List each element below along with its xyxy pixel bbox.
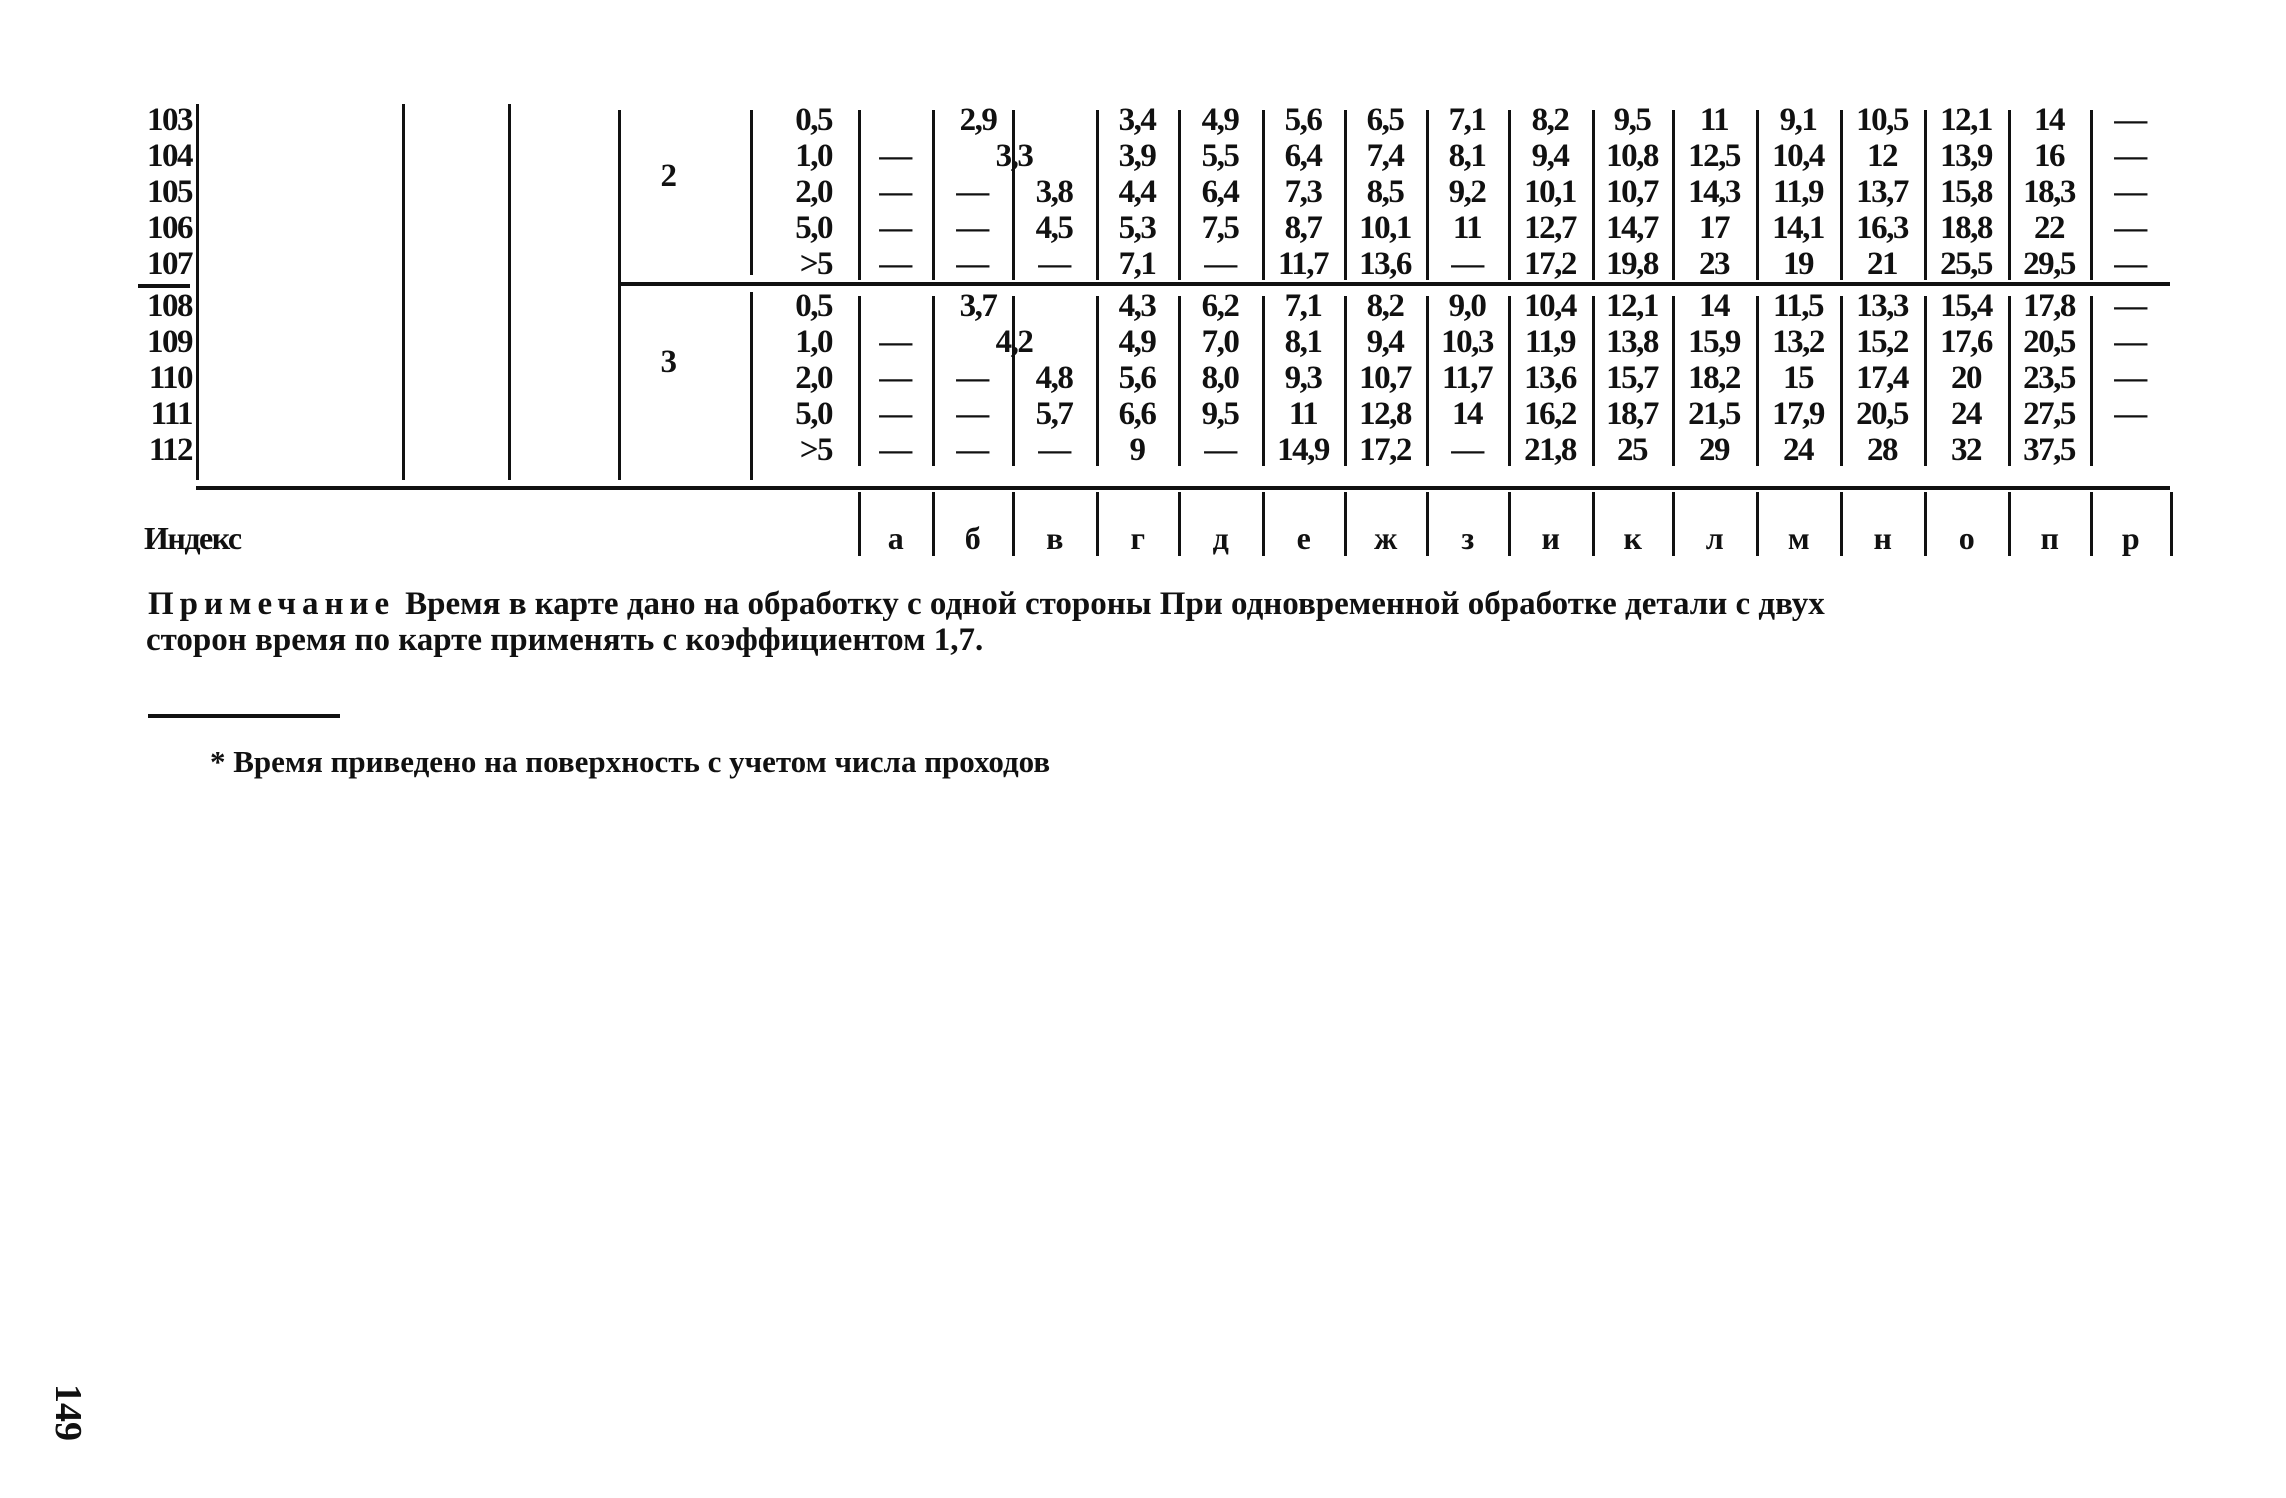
table-cell: 25	[1617, 432, 1647, 468]
table-cell: 7,3	[1284, 174, 1322, 210]
table-cell: 27,5	[2023, 396, 2075, 432]
table-cell: —	[956, 396, 988, 432]
table-cell: 13,6	[1524, 360, 1576, 396]
table-cell: 23	[1699, 246, 1729, 282]
table-cell: 10,1	[1524, 174, 1576, 210]
table-cell: —	[1451, 246, 1483, 282]
table-cell: 25,5	[1940, 246, 1992, 282]
table-cell: 24	[1783, 432, 1813, 468]
table-cell: 8,2	[1531, 102, 1569, 138]
table-cell: 4,8	[1035, 360, 1073, 396]
table-cell: 5,7	[1035, 396, 1073, 432]
row-parameter: 2,0	[795, 174, 832, 210]
table-cell: 3,7	[959, 288, 997, 324]
index-letter: б	[964, 520, 980, 556]
table-cell: —	[879, 174, 911, 210]
index-letter: м	[1787, 520, 1809, 556]
row-parameter: 5,0	[795, 210, 832, 246]
table-cell: 29	[1699, 432, 1729, 468]
index-letter: о	[1958, 520, 1974, 556]
table-cell: 23,5	[2023, 360, 2075, 396]
table-cell: 6,2	[1201, 288, 1239, 324]
page-number: 149	[47, 1384, 89, 1441]
table-cell: 12,7	[1524, 210, 1576, 246]
table-cell: —	[2114, 246, 2146, 282]
table-cell: 13,2	[1772, 324, 1824, 360]
table-cell: 14	[1452, 396, 1482, 432]
index-letter: к	[1623, 520, 1641, 556]
table-cell: 10,4	[1524, 288, 1576, 324]
table-cell: 10,8	[1606, 138, 1658, 174]
row-number: 105	[147, 174, 192, 210]
table-cell: 18,2	[1688, 360, 1740, 396]
index-letter: в	[1046, 520, 1062, 556]
table-cell: —	[2114, 288, 2146, 324]
row-number: 106	[147, 210, 192, 246]
table-cell: 10,5	[1856, 102, 1908, 138]
footnote-rule	[148, 714, 340, 718]
note-line-2: сторон время по карте применять с коэффициентом 1,7.	[146, 622, 984, 658]
row-number: 109	[147, 324, 192, 360]
row-number: 104	[147, 138, 192, 174]
index-letter: р	[2121, 520, 2139, 556]
table-cell: —	[879, 396, 911, 432]
table-cell: 11,9	[1525, 324, 1575, 360]
table-cell: —	[879, 432, 911, 468]
table-cell: 7,0	[1201, 324, 1239, 360]
table-cell: 13,3	[1856, 288, 1908, 324]
table-cell: —	[1451, 432, 1483, 468]
table-cell: —	[2114, 324, 2146, 360]
table-cell: 11,7	[1442, 360, 1492, 396]
table-cell: 16,2	[1524, 396, 1576, 432]
table-cell: 9,2	[1448, 174, 1486, 210]
table-cell: 9,3	[1284, 360, 1322, 396]
table-cell: 17,2	[1359, 432, 1411, 468]
table-cell: 4,9	[1201, 102, 1239, 138]
table-cell: 5,5	[1201, 138, 1239, 174]
table-cell: 9,0	[1448, 288, 1486, 324]
table-cell: —	[2114, 138, 2146, 174]
table-cell: 8,1	[1284, 324, 1322, 360]
table-cell: —	[956, 246, 988, 282]
table-cell: 6,6	[1118, 396, 1156, 432]
table-cell: 4,9	[1118, 324, 1156, 360]
table-cell: 19	[1783, 246, 1813, 282]
table-cell: 4,4	[1118, 174, 1156, 210]
table-cell: 7,4	[1366, 138, 1404, 174]
table-cell: 7,1	[1118, 246, 1156, 282]
table-cell: 10,7	[1606, 174, 1658, 210]
index-letter: г	[1130, 520, 1144, 556]
table-cell: 9,5	[1201, 396, 1239, 432]
table-cell: —	[879, 210, 911, 246]
note-lead: Примечание	[148, 586, 396, 622]
table-cell: 11,7	[1278, 246, 1328, 282]
row-parameter: 1,0	[795, 138, 832, 174]
table-cell: —	[2114, 210, 2146, 246]
row-parameter: >5	[799, 432, 832, 468]
table-cell: 6,4	[1201, 174, 1239, 210]
table-cell: 12,5	[1688, 138, 1740, 174]
row-parameter: 1,0	[795, 324, 832, 360]
footnote: * Время приведено на поверхность с учетом числа проходов	[210, 744, 1051, 779]
table-cell: —	[1038, 432, 1070, 468]
table-cell: 6,4	[1284, 138, 1322, 174]
table-cell: 9,5	[1613, 102, 1651, 138]
table-cell: 9,4	[1531, 138, 1569, 174]
table-cell: 22	[2034, 210, 2064, 246]
table-cell: —	[2114, 174, 2146, 210]
table-cell: 7,1	[1284, 288, 1322, 324]
table-cell: 8,0	[1201, 360, 1239, 396]
table-cell: 4,2	[995, 324, 1033, 360]
table-cell: 12	[1867, 138, 1897, 174]
table-cell: 29,5	[2023, 246, 2075, 282]
index-letter: л	[1705, 520, 1723, 556]
table-cell: 17,6	[1940, 324, 1992, 360]
table-cell: 12,1	[1606, 288, 1658, 324]
table-cell: 5,3	[1118, 210, 1156, 246]
table-cell: 9	[1129, 432, 1145, 468]
table-cell: —	[1204, 246, 1236, 282]
table-cell: 37,5	[2023, 432, 2075, 468]
table-cell: 12,1	[1940, 102, 1992, 138]
table-cell: 21	[1867, 246, 1897, 282]
table-cell: 15	[1783, 360, 1813, 396]
table-cell: 8,7	[1284, 210, 1322, 246]
table-cell: 12,8	[1359, 396, 1411, 432]
table-cell: 7,5	[1201, 210, 1239, 246]
table-cell: —	[879, 246, 911, 282]
table-cell: 17,8	[2023, 288, 2075, 324]
table-cell: 14,7	[1606, 210, 1658, 246]
table-cell: —	[2114, 360, 2146, 396]
table-cell: 13,6	[1359, 246, 1411, 282]
table-cell: 17,9	[1772, 396, 1824, 432]
table-cell: 11	[1288, 396, 1318, 432]
table-cell: 15,9	[1688, 324, 1740, 360]
row-number: 103	[147, 102, 192, 138]
table-cell: 14,9	[1277, 432, 1329, 468]
table-cell: 10,1	[1359, 210, 1411, 246]
table-cell: 32	[1951, 432, 1981, 468]
group-label: 2	[660, 158, 676, 194]
table-cell: 13,9	[1940, 138, 1992, 174]
table-cell: 8,2	[1366, 288, 1404, 324]
table-cell: 13,7	[1856, 174, 1908, 210]
row-number: 107	[147, 246, 192, 282]
table-cell: 5,6	[1284, 102, 1322, 138]
table-cell: 17,4	[1856, 360, 1908, 396]
table-cell: 18,7	[1606, 396, 1658, 432]
table-cell: —	[879, 360, 911, 396]
table-cell: 4,3	[1118, 288, 1156, 324]
table-cell: 11,5	[1773, 288, 1823, 324]
table-cell: 20,5	[1856, 396, 1908, 432]
index-letter: ж	[1374, 520, 1396, 556]
table-cell: —	[879, 138, 911, 174]
table-cell: 16	[2034, 138, 2064, 174]
group-label: 3	[660, 344, 676, 380]
table-cell: 16,3	[1856, 210, 1908, 246]
table-cell: —	[956, 360, 988, 396]
table-cell: 9,4	[1366, 324, 1404, 360]
index-label: Индекс	[144, 520, 241, 556]
row-parameter: 5,0	[795, 396, 832, 432]
table-cell: 18,8	[1940, 210, 1992, 246]
table-cell: 3,8	[1035, 174, 1073, 210]
table-cell: —	[2114, 102, 2146, 138]
table-cell: 14	[1699, 288, 1729, 324]
table-cell: —	[879, 324, 911, 360]
note-line-1: Время в карте дано на обработку с одной стороны При одновременной обработке детали с двух	[405, 586, 1825, 622]
table-cell: 17,2	[1524, 246, 1576, 282]
table-note	[148, 586, 2158, 658]
table-cell: 15,2	[1856, 324, 1908, 360]
table-cell: 14	[2034, 102, 2064, 138]
table-cell: 5,6	[1118, 360, 1156, 396]
table-cell: 2,9	[959, 102, 997, 138]
table-cell: 15,4	[1940, 288, 1992, 324]
table-cell: 21,8	[1524, 432, 1576, 468]
table-cell: 8,1	[1448, 138, 1486, 174]
table-cell: 11	[1452, 210, 1482, 246]
row-number: 110	[148, 360, 192, 396]
table-cell: —	[1204, 432, 1236, 468]
row-number: 108	[147, 288, 192, 324]
table-cell: 3,4	[1118, 102, 1156, 138]
index-letter: а	[887, 520, 903, 556]
table-cell: 20,5	[2023, 324, 2075, 360]
table-cell: —	[1038, 246, 1070, 282]
row-parameter: 2,0	[795, 360, 832, 396]
table-cell: 7,1	[1448, 102, 1486, 138]
table-cell: 20	[1951, 360, 1981, 396]
table-cell: 15,7	[1606, 360, 1658, 396]
table-cell: 9,1	[1779, 102, 1817, 138]
table-cell: 11	[1699, 102, 1729, 138]
table-cell: —	[956, 174, 988, 210]
table-cell: 24	[1951, 396, 1981, 432]
table-cell: 3,9	[1118, 138, 1156, 174]
table-cell: 17	[1699, 210, 1729, 246]
table-cell: 6,5	[1366, 102, 1404, 138]
table-cell: 21,5	[1688, 396, 1740, 432]
table-cell: 3,3	[995, 138, 1033, 174]
index-letter: и	[1541, 520, 1559, 556]
table-cell: 19,8	[1606, 246, 1658, 282]
index-letter: д	[1212, 520, 1228, 556]
index-letter: з	[1461, 520, 1473, 556]
row-number: 111	[150, 396, 192, 432]
index-letter: е	[1296, 520, 1310, 556]
table-cell: —	[2114, 396, 2146, 432]
row-parameter: 0,5	[795, 288, 832, 324]
table-cell: 13,8	[1606, 324, 1658, 360]
index-letter: н	[1873, 520, 1891, 556]
table-cell: 14,3	[1688, 174, 1740, 210]
table-cell: 11,9	[1773, 174, 1823, 210]
table-cell: 18,3	[2023, 174, 2075, 210]
row-parameter: 0,5	[795, 102, 832, 138]
row-parameter: >5	[799, 246, 832, 282]
table-cell: 15,8	[1940, 174, 1992, 210]
table-cell: 14,1	[1772, 210, 1824, 246]
row-number: 112	[148, 432, 192, 468]
table-cell: 4,5	[1035, 210, 1073, 246]
index-letter: п	[2040, 520, 2058, 556]
table-cell: 28	[1867, 432, 1897, 468]
table-cell: —	[956, 432, 988, 468]
table-cell: 8,5	[1366, 174, 1404, 210]
table-cell: 10,4	[1772, 138, 1824, 174]
table-cell: 10,3	[1441, 324, 1493, 360]
table-cell: —	[956, 210, 988, 246]
table-cell: 10,7	[1359, 360, 1411, 396]
